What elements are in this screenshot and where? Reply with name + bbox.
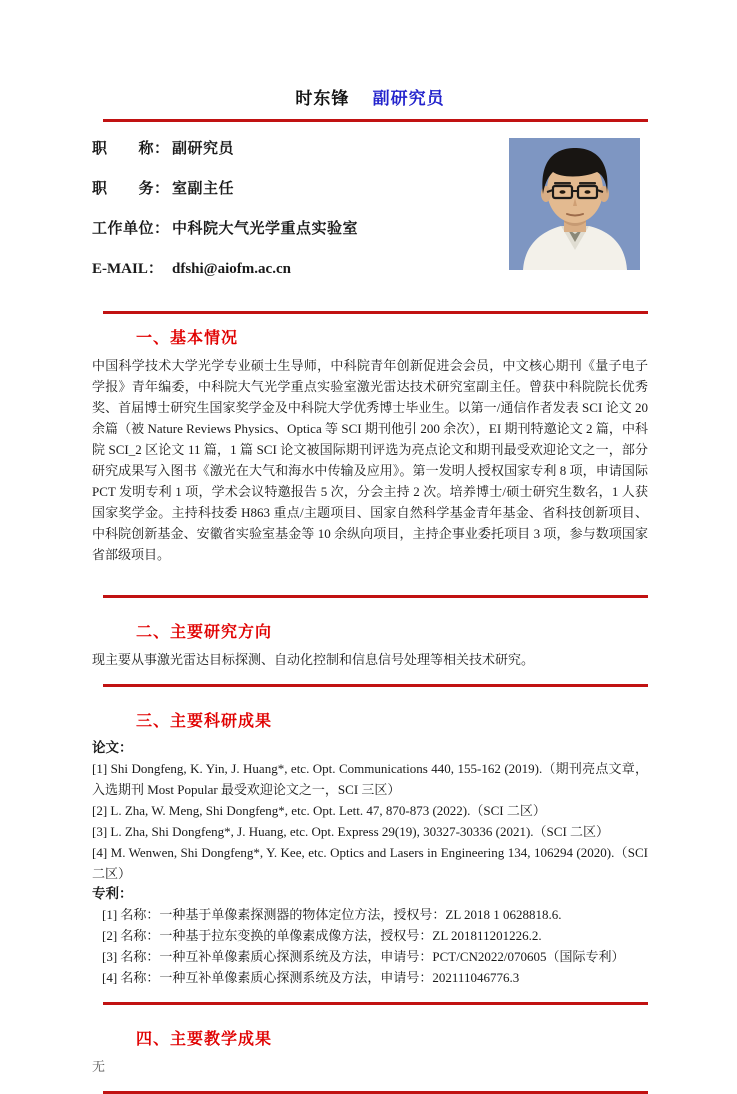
paper-item: [2] L. Zha, W. Meng, Shi Dongfeng*, etc. Opt. Lett. 47, 870-873 (2022).（SCI 二区） bbox=[92, 803, 546, 818]
patent-item: [4] 名称：一种互补单像素质心探测系统及方法，申请号：202111046776.3 bbox=[102, 970, 520, 985]
page-title bbox=[92, 84, 648, 109]
field-label: E-MAIL： bbox=[92, 261, 163, 277]
field-value: 中科院大气光学重点实验室 bbox=[172, 220, 359, 237]
field-label: 工作单位： bbox=[92, 220, 170, 237]
divider bbox=[103, 595, 648, 598]
section-heading-teaching: 四、主要教学成果 bbox=[136, 1031, 273, 1048]
field-label: 职 务： bbox=[92, 180, 170, 197]
patent-item: [3] 名称：一种互补单像素质心探测系统及方法，申请号：PCT/CN2022/070605（国际专利） bbox=[102, 949, 625, 964]
divider bbox=[103, 1002, 648, 1005]
papers-label: 论文： bbox=[92, 740, 133, 755]
divider bbox=[103, 684, 648, 687]
paper-item: [4] M. Wenwen, Shi Dongfeng*, Y. Kee, etc. Optics and Lasers in Engineering 134, 106294 (2020).（SCI 二区） bbox=[92, 845, 648, 881]
section-body-research: 现主要从事激光雷达目标探测、自动化控制和信息信号处理等相关技术研究。 bbox=[92, 652, 535, 667]
section-heading-research: 二、主要研究方向 bbox=[136, 624, 273, 641]
portrait-illustration bbox=[509, 138, 640, 270]
field-value: 室副主任 bbox=[172, 180, 235, 197]
field-value: 副研究员 bbox=[172, 140, 235, 157]
divider bbox=[103, 119, 648, 122]
email-value: dfshi@aiofm.ac.cn bbox=[172, 261, 291, 277]
section-heading-achievements: 三、主要科研成果 bbox=[136, 713, 273, 730]
section-heading-basic: 一、基本情况 bbox=[136, 330, 239, 347]
profile-photo bbox=[509, 138, 640, 270]
paper-item: [1] Shi Dongfeng, K. Yin, J. Huang*, etc. Opt. Communications 440, 155-162 (2019).（期刊亮点文章，入选期刊 Most Popular 最受欢迎论文之一，SCI 三区） bbox=[92, 761, 648, 797]
basic-info-block bbox=[92, 137, 648, 297]
section-body-teaching: 无 bbox=[92, 1059, 106, 1074]
patent-item: [1] 名称：一种基于单像素探测器的物体定位方法，授权号：ZL 2018 1 0628818.6. bbox=[102, 907, 562, 922]
section-body-basic: 中国科学技术大学光学专业硕士生导师，中科院青年创新促进会会员，中文核心期刊《量子电子学报》青年编委，中科院大气光学重点实验室激光雷达技术研究室副主任。曾获中科院院长优秀奖、首届博士研究生国家奖学金及中科院大学优秀博士毕业生。以第一/通信作者发表 SCI 论文 20 余篇（被 Nature Reviews Physics、Optica 等 SCI 期刊他引 200 余次），EI 期刊特邀论文 2 篇，中科院 SCI_2 区论文 11 篇，1 篇 SCI 论文被国际期刊评选为亮点论文和期刊最受欢迎论文之一，部分研究成果写入图书《激光在大气和海水中传输及应用》。第一发明人授权国家专利 8 项，申请国际 PCT 发明专利 1 项，学术会议特邀报告 5 次，分会主持 2 次。培养博士/硕士研究生数名，1 人获国家奖学金。主持科技委 H863 重点/主题项目、国家自然科学基金青年基金、省科技创新项目、中科院创新基金、安徽省实验室基金等 10 余纵向项目，主持企事业委托项目 3 项，参与数项国家省部级项目。 bbox=[92, 358, 648, 562]
paper-item: [3] L. Zha, Shi Dongfeng*, J. Huang, etc. Opt. Express 29(19), 30327-30336 (2021).（SCI 二区） bbox=[92, 824, 610, 839]
field-label: 职 称： bbox=[92, 140, 170, 157]
patents-label: 专利： bbox=[92, 886, 133, 901]
patent-item: [2] 名称：一种基于拉东变换的单像素成像方法，授权号：ZL 201811201226.2. bbox=[102, 928, 542, 943]
person-rank: 副研究员 bbox=[372, 89, 445, 108]
person-name: 时东锋 bbox=[295, 89, 350, 108]
divider bbox=[103, 311, 648, 314]
